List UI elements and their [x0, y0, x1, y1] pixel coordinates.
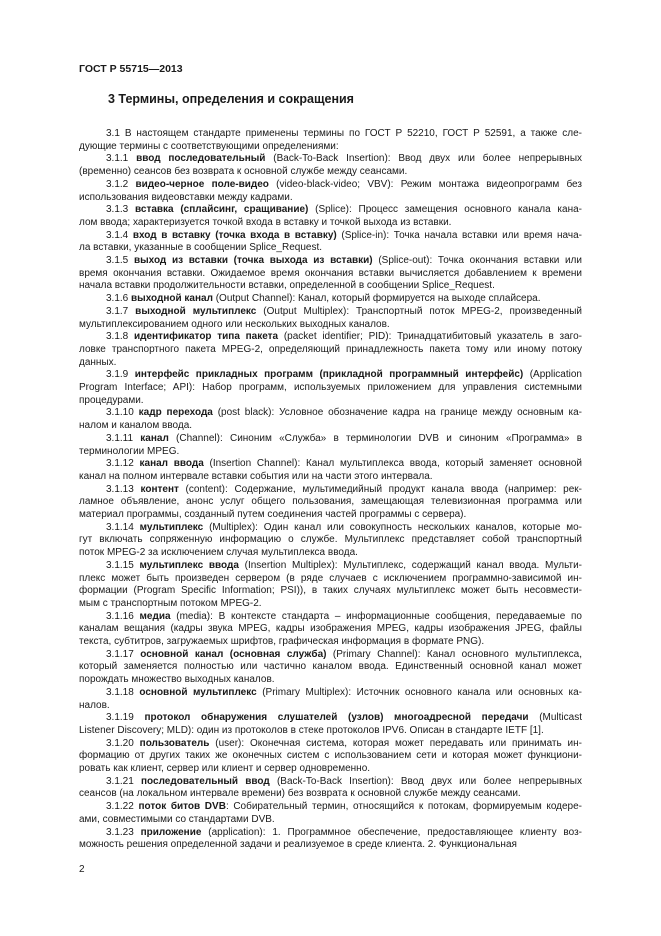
term-name: выходной мультиплекс	[135, 305, 257, 317]
text-run: (Multicast	[528, 712, 582, 724]
term-name: мультиплекс ввода	[139, 559, 239, 571]
section-title: 3 Термины, определения и сокращения	[108, 92, 354, 106]
text-line: (временно) сеансов без возврата к основной службе между сеансами.	[79, 166, 408, 178]
text-line: ламное объявление, анонс услуг общего пользования, замещающая телевизионная программа или	[79, 496, 582, 508]
text-run: 3.1.1	[106, 153, 137, 165]
text-line	[106, 407, 582, 419]
text-line	[106, 369, 582, 381]
text-line	[106, 179, 582, 191]
text-run: 3.1.6	[106, 293, 132, 305]
text-line: 3.1 В настоящем стандарте применены термины по ГОСТ Р 52210, ГОСТ Р 52591, а также сле-	[106, 128, 582, 139]
text-line: сеансов (на локальном интервале времени) без возврата к основной службе между сеансами.	[79, 788, 521, 800]
text-run: (Insertion Channel): Канал мультиплекса ввода, который заменяет основной	[203, 458, 582, 470]
text-run: (video-black-video; VBV): Режим монтажа видеопрограмм без	[268, 178, 582, 190]
text-line	[106, 433, 582, 445]
text-run: (post black): Условное обозначение кадра на границе между основным ка-	[212, 407, 582, 419]
text-run: (Output Multiplex): Транспортный поток MPEG-2, произведенный	[256, 305, 582, 317]
text-run: 3.1.13	[106, 483, 141, 495]
term-name: вход в вставку (точка входа в вставку)	[132, 229, 337, 241]
text-line	[106, 484, 582, 496]
text-run: 3.1.7	[106, 305, 136, 317]
text-run: : Собирательный термин, относящийся к потокам, формируемым кодере-	[225, 801, 583, 813]
text-run: (Primary Multiplex): Источник основного канала или основных ка-	[256, 686, 582, 698]
term-name: вставка (сплайсинг, сращивание)	[134, 204, 309, 216]
text-run: (content): Содержание, мультимедийный продукт канала ввода (например: рек-	[178, 483, 582, 495]
page-number: 2	[79, 864, 85, 875]
text-line: поток MPEG-2 за исключением случая мультиплекса ввода.	[79, 547, 358, 559]
term-name: ввод последовательный	[136, 153, 266, 165]
text-line	[106, 611, 582, 623]
term-name: идентификатор типа пакета	[133, 331, 279, 343]
text-run: 3.1.5	[106, 255, 134, 266]
document-header: ГОСТ Р 55715—2013	[79, 63, 183, 75]
text-run: (Splice): Процесс замещения основного канала кана-	[308, 204, 582, 216]
text-run: (packet identifier; PID): Тринадцатибитовый указатель в заго-	[278, 331, 582, 343]
term-name: контент	[140, 483, 179, 495]
text-run: 3.1.22	[106, 801, 139, 813]
text-line: материал программы, созданный путем соединения частей программы с сервера).	[79, 509, 467, 520]
text-line: плекс может быть произведен сервером (в ряде случаев с исключением программно-зависимой ин-	[79, 572, 582, 584]
text-line: налов.	[79, 699, 110, 711]
text-run: (Splice-in): Точка начала вставки или время нача-	[336, 229, 582, 241]
text-run: 3.1.4	[106, 229, 133, 241]
text-line: текста, субтитров, загружаемых шрифтов, графическая информация в формате PNG).	[79, 636, 485, 647]
text-line: процедурами.	[79, 394, 144, 406]
text-run: (Primary Channel): Канал основного мультиплекса,	[326, 648, 582, 660]
text-line	[106, 712, 582, 724]
text-line	[106, 458, 582, 470]
text-run: 3.1.10	[106, 407, 139, 419]
text-run: (Insertion Multiplex): Мультиплекс, содержащий канал ввода. Мульти-	[238, 559, 582, 571]
text-run: 3.1.20	[106, 737, 140, 749]
text-run: 3.1.12	[106, 458, 140, 470]
term-name: медиа	[139, 610, 171, 622]
text-line: терминологии MPEG.	[79, 445, 180, 457]
text-line	[106, 293, 582, 305]
term-name: выходной канал	[131, 293, 213, 305]
text-line: мультиплексированием одного или нескольких выходных каналов.	[79, 318, 390, 330]
text-line	[106, 522, 582, 534]
text-run: 3.1.9	[106, 369, 135, 381]
text-line: ами, совместимыми со стандартами DVB.	[79, 813, 275, 825]
term-name: канал ввода	[139, 458, 204, 470]
term-name: пользователь	[139, 737, 210, 749]
text-line: время окончания вставки. Ожидаемое время окончания вставки вычисляется добавлением к времени	[79, 267, 582, 279]
text-run: 3.1.18	[106, 686, 140, 698]
text-line	[106, 560, 582, 572]
text-line	[106, 649, 582, 661]
text-run: 3.1.14	[106, 521, 140, 533]
text-line: который заменяется полностью или частично каналом ввода. Единственный основной канал может	[79, 661, 582, 673]
text-line	[106, 306, 582, 318]
text-line	[106, 801, 582, 813]
text-line: Listener Discovery; MLD): один из протоколов в стеке протоколов IPV6. Описан в стандарте IETF [1].	[79, 724, 544, 736]
text-line: ла вставки, указанные в сообщении Splice_Request.	[79, 242, 323, 254]
text-line: дующие термины с соответствующими определениями:	[79, 140, 339, 152]
text-line: Program Interface; API): Набор программ, используемых приложением для управления системными	[79, 382, 582, 393]
term-name: поток битов DVB	[138, 801, 226, 813]
text-run: (Splice-out): Точка окончания вставки или	[372, 255, 582, 266]
text-run: 3.1.15	[106, 559, 140, 571]
text-line: ровать как клиент, сервер или клиент и сервер одновременно.	[79, 763, 371, 774]
text-line	[106, 687, 582, 699]
text-line: каналам вещания (кадры звука MPEG, кадры изображения MPEG, кадры изображения JPEG, файлы	[79, 623, 582, 635]
text-line: канал на полном интервале вставки события или на части этого интервала.	[79, 470, 433, 482]
term-name: последовательный ввод	[141, 775, 270, 787]
text-run: (Multiplex): Один канал или совокупность нескольких каналов, которые мо-	[203, 521, 582, 533]
text-line: формацию от других таких же оконечных систем с использованием сети и которая может функциони-	[79, 750, 582, 762]
text-run: 3.1.21	[106, 775, 141, 787]
term-name: видео-черное поле-видео	[135, 178, 269, 190]
text-run: (application): 1. Программное обеспечение, предоставляющее клиенту воз-	[201, 826, 582, 838]
text-line	[106, 776, 582, 788]
text-run: 3.1.17	[106, 648, 141, 660]
term-name: кадр перехода	[138, 407, 213, 419]
term-name: интерфейс прикладных программ (прикладной программный интерфейс)	[134, 369, 524, 381]
text-run: (Application	[523, 369, 582, 381]
text-run: (user): Оконечная система, которая может передавать или принимать ин-	[209, 737, 582, 749]
text-run: (Back-To-Back Insertion): Ввод двух или более непрерывных	[265, 153, 582, 165]
text-line: можность решения определенной задачи и реализуемое в среде клиента. 2. Функциональная	[79, 839, 517, 851]
text-line: начала вставки продолжительности вставки, определенной в сообщении Splice_Request.	[79, 280, 495, 292]
term-name: основной мультиплекс	[139, 686, 257, 698]
text-line	[106, 255, 582, 267]
text-run: 3.1.2	[106, 178, 136, 190]
text-line: формации (Program Specific Information; PSI)), в таких случаях мультиплекс может быть несовмести-	[79, 585, 582, 597]
text-line	[106, 331, 582, 343]
term-name: основной канал (основная служба)	[140, 648, 327, 660]
text-run: 3.1.8	[106, 331, 134, 343]
text-line: порождать множество выходных каналов.	[79, 674, 275, 686]
term-name: канал	[140, 432, 169, 444]
text-run: (Channel): Синоним «Служба» в терминологии DVB и синоним «Программа» в	[168, 432, 583, 444]
text-run: (Output Channel): Канал, который формируется на выходе сплайсера.	[212, 293, 541, 305]
text-line	[106, 230, 582, 242]
text-run: 3.1.3	[106, 204, 135, 216]
text-run: (media): В контексте стандарта – информационные сообщения, передаваемые по	[170, 610, 582, 622]
term-name: мультиплекс	[139, 521, 204, 533]
text-line: данных.	[79, 356, 117, 368]
text-line: налом и каналом ввода.	[79, 420, 193, 432]
text-line	[106, 204, 582, 216]
text-line	[106, 827, 582, 839]
text-line: мым с транспортным потоком MPEG-2.	[79, 597, 262, 609]
text-line	[106, 153, 582, 165]
text-run: 3.1.23	[106, 826, 141, 838]
term-name: протокол обнаружения слушателей (узлов) многоадресной передачи	[144, 712, 529, 724]
text-line	[106, 738, 582, 750]
term-name: приложение	[140, 826, 202, 838]
text-run: (Back-To-Back Insertion): Ввод двух или более непрерывных	[269, 775, 582, 787]
text-run: 3.1.19	[106, 712, 145, 724]
text-line: использования видеовставки между кадрами.	[79, 191, 293, 203]
text-run: 3.1.11	[106, 432, 141, 444]
text-line: ловке транспортного пакета MPEG-2, определяющий принадлежность пакета тому или иному потоку	[79, 343, 582, 355]
text-line: гут включать сопряженную информацию о службе. Мультиплекс представляет собой транспортный	[79, 534, 582, 546]
text-line: лом ввода; характеризуется точкой входа в вставку и точкой выхода из вставки.	[79, 216, 452, 228]
text-run: 3.1.16	[106, 610, 140, 622]
term-name: выход из вставки (точка выхода из вставки)	[133, 255, 373, 266]
